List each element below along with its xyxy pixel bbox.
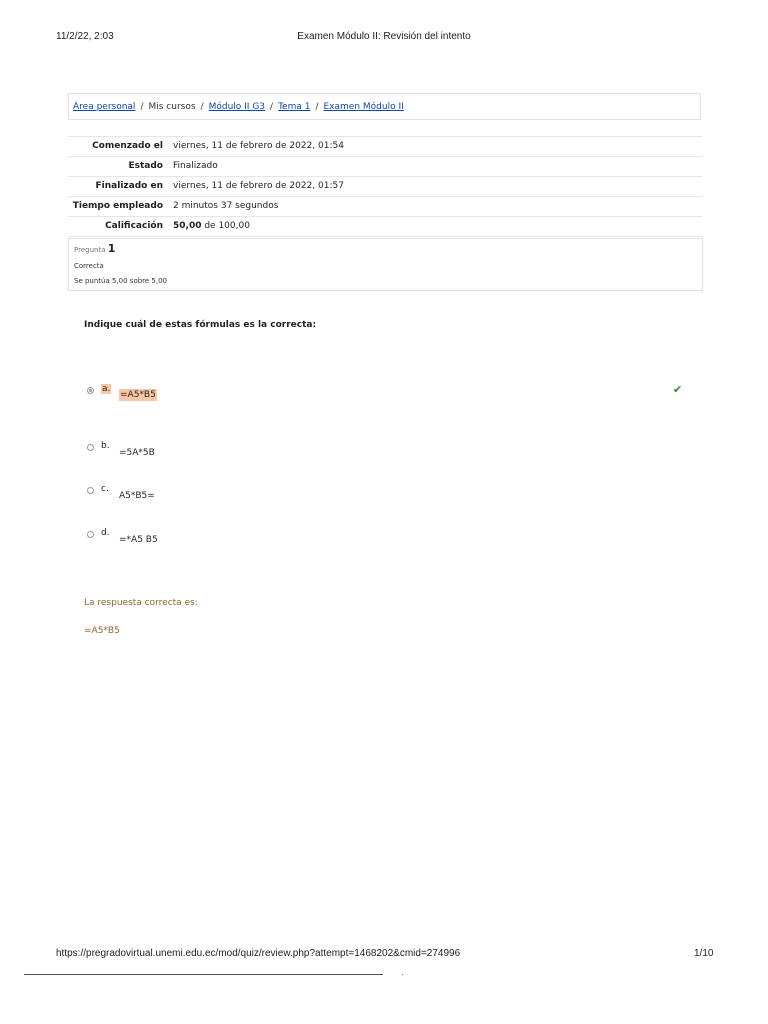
footer-dot [402,974,403,975]
radio-button[interactable] [87,444,94,451]
summary-label: Tiempo empleado [72,201,163,211]
breadcrumb-tema-1[interactable]: Tema 1 [278,102,311,112]
option-letter: c. [101,484,109,494]
summary-row-time-taken [68,197,702,217]
radio-button[interactable] [87,487,94,494]
grade-max: de 100,00 [201,221,250,231]
right-answer-value: =A5*B5 [84,626,120,636]
question-number: 1 [107,242,116,255]
print-url: https://pregradovirtual.unemi.edu.ec/mod/quiz/review.php?attempt=1468202&cmid=274996 [56,948,461,959]
breadcrumb-separator: / [315,102,319,112]
summary-label: Calificación [105,221,163,231]
print-title: Examen Módulo II: Revisión del intento [297,31,471,42]
breadcrumb-modulo-ii-g3[interactable]: Módulo II G3 [208,102,266,112]
breadcrumb-area-personal[interactable]: Área personal [73,102,136,112]
summary-value: Finalizado [173,161,218,171]
breadcrumb-mis-cursos: Mis cursos [148,102,196,112]
question-grade: Se puntúa 5,00 sobre 5,00 [74,277,168,285]
summary-value: 2 minutos 37 segundos [173,201,279,211]
breadcrumb-separator: / [200,102,204,112]
question-text: Indique cuál de estas fórmulas es la correcta: [84,320,317,330]
breadcrumb-separator: / [270,102,274,112]
breadcrumb-separator: / [140,102,144,112]
option-text: =*A5 B5 [119,535,158,545]
question-number-line [74,242,697,257]
print-datetime: 11/2/22, 2:03 [56,31,114,42]
summary-label: Estado [128,161,163,171]
question-number-label: Pregunta [74,246,106,254]
summary-value [171,217,702,237]
attempt-summary-table [68,136,702,237]
option-letter: d. [101,528,110,538]
option-letter: b. [101,441,110,451]
grade-score: 50,00 [173,221,202,231]
summary-label: Comenzado el [92,141,163,151]
radio-button-selected[interactable] [87,387,94,394]
option-text: =A5*B5 [120,390,156,400]
summary-row-grade [68,217,702,237]
footer-divider [24,974,383,975]
check-icon: ✔ [673,383,683,396]
option-letter: a. [102,384,111,394]
summary-value: viernes, 11 de febrero de 2022, 01:57 [173,181,344,191]
summary-label: Finalizado en [95,181,163,191]
option-text: =5A*5B [119,448,155,458]
print-footer [0,948,768,962]
summary-row-finished [68,177,702,197]
breadcrumb [68,93,701,120]
summary-value: viernes, 11 de febrero de 2022, 01:54 [173,141,344,151]
breadcrumb-examen-modulo-ii[interactable]: Examen Módulo II [323,102,404,112]
radio-button[interactable] [87,531,94,538]
print-page-number: 1/10 [694,948,714,959]
right-answer-label: La respuesta correcta es: [84,598,198,608]
option-text: A5*B5= [119,491,155,501]
summary-row-started [68,137,702,157]
question-info-box [68,238,703,291]
print-header [0,31,768,45]
question-state: Correcta [74,262,104,270]
summary-row-state [68,157,702,177]
